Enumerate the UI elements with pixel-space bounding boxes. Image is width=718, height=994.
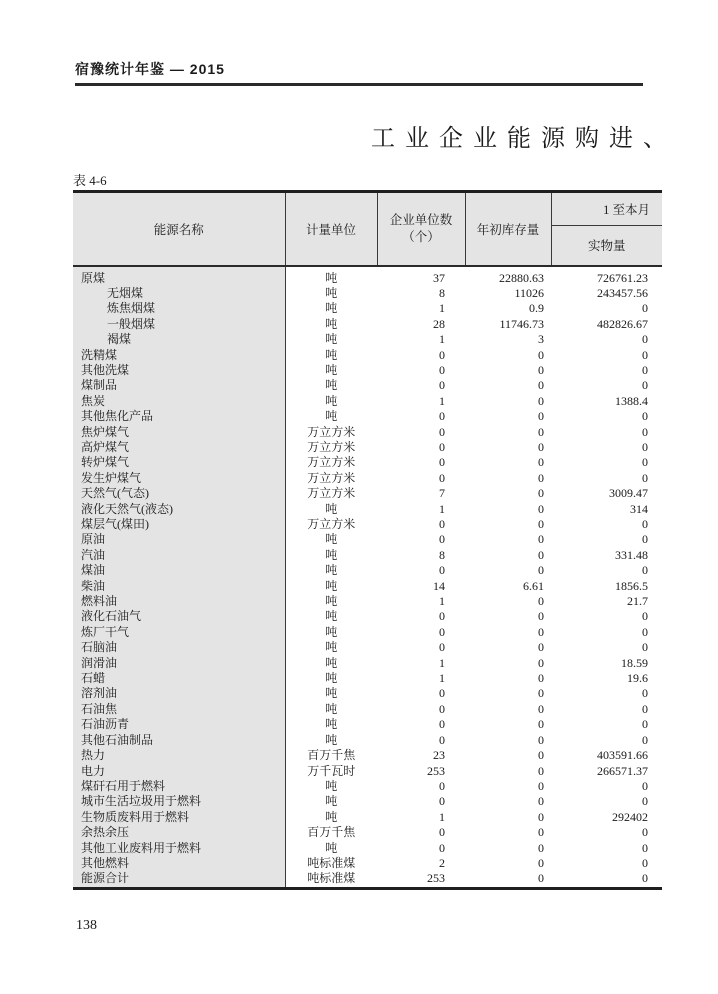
table-row [73, 394, 662, 409]
opening-stock-cell: 0 [538, 748, 544, 763]
table-row [73, 856, 662, 871]
firm-count-cell: 1 [439, 301, 445, 316]
table-row [73, 317, 662, 332]
unit-cell: 吨 [325, 532, 338, 547]
energy-name-cell: 其他洗煤 [73, 363, 285, 378]
firm-count-cell: 2 [439, 855, 445, 870]
physical-quantity-cell: 18.59 [621, 655, 648, 670]
unit-cell: 吨 [325, 809, 338, 824]
table-row [73, 378, 662, 393]
energy-name-cell: 余热余压 [73, 825, 285, 840]
table-row [73, 286, 662, 301]
column-header-unit: 计量单位 [285, 192, 377, 266]
firm-count-cell: 0 [439, 825, 445, 840]
unit-cell: 吨 [325, 547, 338, 562]
table-row [73, 348, 662, 363]
physical-quantity-cell: 0 [642, 470, 648, 485]
physical-quantity-cell: 0 [642, 301, 648, 316]
physical-quantity-cell: 292402 [612, 809, 648, 824]
energy-name-cell: 洗精煤 [73, 348, 285, 363]
firm-count-cell: 0 [439, 840, 445, 855]
physical-quantity-cell: 0 [642, 362, 648, 377]
firm-count-cell: 253 [427, 871, 445, 886]
physical-quantity-cell: 0 [642, 717, 648, 732]
physical-quantity-cell: 0 [642, 624, 648, 639]
energy-name-cell: 炼厂干气 [73, 625, 285, 640]
unit-cell: 万立方米 [307, 439, 356, 454]
energy-name-cell: 煤制品 [73, 378, 285, 393]
energy-name-cell: 发生炉煤气 [73, 471, 285, 486]
unit-cell: 吨 [325, 732, 338, 747]
energy-name-cell: 汽油 [73, 548, 285, 563]
physical-quantity-cell: 0 [642, 332, 648, 347]
opening-stock-cell: 0 [538, 455, 544, 470]
opening-stock-cell: 0 [538, 594, 544, 609]
unit-cell: 吨 [325, 316, 338, 331]
energy-name-cell: 润滑油 [73, 656, 285, 671]
unit-cell: 万立方米 [307, 517, 356, 531]
unit-cell: 吨标准煤 [307, 871, 356, 886]
unit-cell: 吨 [325, 594, 338, 609]
opening-stock-cell: 0 [538, 640, 544, 655]
opening-stock-cell: 0 [538, 655, 544, 670]
unit-cell: 吨 [325, 285, 338, 300]
firm-count-cell: 0 [439, 624, 445, 639]
energy-name-cell: 热力 [73, 748, 285, 763]
physical-quantity-cell: 0 [642, 424, 648, 439]
energy-name-cell: 原煤 [73, 271, 285, 286]
energy-name-cell: 煤矸石用于燃料 [73, 779, 285, 794]
energy-name-cell: 能源合计 [73, 871, 285, 888]
table-row [73, 794, 662, 809]
opening-stock-cell: 0 [538, 409, 544, 424]
physical-quantity-cell: 0 [642, 563, 648, 578]
column-header-firm-count-line2: （个） [402, 229, 440, 244]
header-row-top [73, 192, 662, 226]
opening-stock-cell: 0 [538, 732, 544, 747]
unit-cell: 吨 [325, 301, 338, 316]
opening-stock-cell: 0 [538, 347, 544, 362]
physical-quantity-cell: 0 [642, 409, 648, 424]
firm-count-cell: 0 [439, 470, 445, 485]
unit-cell: 吨 [325, 578, 338, 593]
opening-stock-cell: 0 [538, 825, 544, 840]
unit-cell: 吨 [325, 640, 338, 655]
firm-count-cell: 1 [439, 501, 445, 516]
table-row [73, 532, 662, 547]
energy-name-cell: 煤油 [73, 563, 285, 578]
opening-stock-cell: 0.9 [529, 301, 544, 316]
physical-quantity-cell: 0 [642, 871, 648, 886]
unit-cell: 万立方米 [307, 470, 356, 485]
table-row [73, 579, 662, 594]
column-header-period: 1 至本月 [551, 192, 662, 226]
physical-quantity-cell: 0 [642, 825, 648, 840]
energy-name-cell: 焦炭 [73, 394, 285, 409]
table-row [73, 409, 662, 424]
table-row [73, 455, 662, 470]
firm-count-cell: 0 [439, 347, 445, 362]
energy-name-cell: 液化天然气(液态) [73, 502, 285, 517]
energy-name-cell: 其他焦化产品 [73, 409, 285, 424]
opening-stock-cell: 6.61 [523, 578, 544, 593]
opening-stock-cell: 11746.73 [499, 316, 544, 331]
firm-count-cell: 0 [439, 701, 445, 716]
opening-stock-cell: 11026 [514, 285, 544, 300]
firm-count-cell: 0 [439, 424, 445, 439]
firm-count-cell: 0 [439, 409, 445, 424]
physical-quantity-cell: 0 [642, 840, 648, 855]
firm-count-cell: 1 [439, 594, 445, 609]
physical-quantity-cell: 314 [630, 501, 648, 516]
table-row [73, 548, 662, 563]
physical-quantity-cell: 0 [642, 532, 648, 547]
firm-count-cell: 0 [439, 640, 445, 655]
energy-name-cell: 焦炉煤气 [73, 425, 285, 440]
table-row [73, 609, 662, 624]
unit-cell: 吨 [325, 655, 338, 670]
firm-count-cell: 1 [439, 655, 445, 670]
firm-count-cell: 0 [439, 362, 445, 377]
energy-name-cell: 其他工业废料用于燃料 [73, 841, 285, 856]
firm-count-cell: 0 [439, 732, 445, 747]
opening-stock-cell: 0 [538, 763, 544, 778]
energy-name-cell: 石脑油 [73, 640, 285, 655]
unit-cell: 万立方米 [307, 424, 356, 439]
opening-stock-cell: 22880.63 [499, 270, 544, 285]
energy-name-cell: 煤层气(煤田) [73, 517, 285, 532]
physical-quantity-cell: 1856.5 [615, 578, 648, 593]
unit-cell: 吨 [325, 563, 338, 578]
opening-stock-cell: 0 [538, 470, 544, 485]
column-header-firm-count-line1: 企业单位数 [389, 212, 453, 227]
firm-count-cell: 8 [439, 285, 445, 300]
firm-count-cell: 0 [439, 686, 445, 701]
opening-stock-cell: 0 [538, 439, 544, 454]
energy-name-cell: 原油 [73, 532, 285, 547]
firm-count-cell: 0 [439, 517, 445, 531]
opening-stock-cell: 0 [538, 532, 544, 547]
energy-name-cell: 石油焦 [73, 702, 285, 717]
table-caption: 表 4-6 [73, 173, 107, 188]
energy-name-cell: 转炉煤气 [73, 455, 285, 470]
table-row [73, 825, 662, 840]
physical-quantity-cell: 0 [642, 517, 648, 531]
energy-name-cell: 无烟煤 [73, 286, 285, 301]
energy-name-cell: 柴油 [73, 579, 285, 594]
firm-count-cell: 1 [439, 332, 445, 347]
opening-stock-cell: 0 [538, 424, 544, 439]
opening-stock-cell: 0 [538, 517, 544, 531]
unit-cell: 万立方米 [307, 455, 356, 470]
energy-name-cell: 其他石油制品 [73, 733, 285, 748]
unit-cell: 万千瓦时 [307, 763, 356, 778]
unit-cell: 吨标准煤 [307, 855, 356, 870]
table-row [73, 625, 662, 640]
energy-name-cell: 石蜡 [73, 671, 285, 686]
firm-count-cell: 253 [427, 763, 445, 778]
chapter-title: 工业企业能源购进、 [371, 126, 677, 152]
firm-count-cell: 0 [439, 455, 445, 470]
unit-cell: 百万千焦 [307, 825, 356, 840]
unit-cell: 吨 [325, 624, 338, 639]
energy-name-cell: 一般烟煤 [73, 317, 285, 332]
header-rule [75, 83, 643, 86]
opening-stock-cell: 0 [538, 794, 544, 809]
physical-quantity-cell: 0 [642, 609, 648, 624]
table-row [73, 764, 662, 779]
physical-quantity-cell: 243457.56 [597, 285, 648, 300]
energy-name-cell: 电力 [73, 764, 285, 779]
firm-count-cell: 0 [439, 717, 445, 732]
physical-quantity-cell: 19.6 [627, 671, 648, 686]
table-row [73, 440, 662, 455]
unit-cell: 吨 [325, 332, 338, 347]
table-row [73, 702, 662, 717]
unit-cell: 吨 [325, 778, 338, 793]
opening-stock-cell: 0 [538, 486, 544, 501]
energy-name-cell: 其他燃料 [73, 856, 285, 871]
table-row [73, 425, 662, 440]
energy-name-cell: 石油沥青 [73, 717, 285, 732]
physical-quantity-cell: 0 [642, 794, 648, 809]
firm-count-cell: 14 [433, 578, 445, 593]
physical-quantity-cell: 3009.47 [609, 486, 648, 501]
firm-count-cell: 0 [439, 532, 445, 547]
firm-count-cell: 37 [433, 270, 445, 285]
physical-quantity-cell: 0 [642, 686, 648, 701]
unit-cell: 吨 [325, 794, 338, 809]
opening-stock-cell: 0 [538, 609, 544, 624]
table-row [73, 363, 662, 378]
table-row [73, 748, 662, 763]
firm-count-cell: 0 [439, 439, 445, 454]
unit-cell: 吨 [325, 701, 338, 716]
firm-count-cell: 1 [439, 809, 445, 824]
table-row [73, 841, 662, 856]
unit-cell: 吨 [325, 270, 338, 285]
table-row [73, 671, 662, 686]
unit-cell: 吨 [325, 409, 338, 424]
table-row [73, 733, 662, 748]
opening-stock-cell: 0 [538, 871, 544, 886]
energy-name-cell: 城市生活垃圾用于燃料 [73, 794, 285, 809]
opening-stock-cell: 0 [538, 855, 544, 870]
table-row [73, 517, 662, 532]
table-row [73, 301, 662, 316]
energy-name-cell: 溶剂油 [73, 686, 285, 701]
firm-count-cell: 8 [439, 547, 445, 562]
unit-cell: 万立方米 [307, 486, 356, 501]
opening-stock-cell: 0 [538, 778, 544, 793]
table-row [73, 271, 662, 286]
energy-name-cell: 炼焦烟煤 [73, 301, 285, 316]
physical-quantity-cell: 0 [642, 701, 648, 716]
firm-count-cell: 28 [433, 316, 445, 331]
table-row [73, 810, 662, 825]
opening-stock-cell: 0 [538, 840, 544, 855]
unit-cell: 吨 [325, 840, 338, 855]
opening-stock-cell: 0 [538, 393, 544, 408]
running-header-text: 宿豫统计年鉴 — 2015 [75, 61, 225, 77]
table-row [73, 332, 662, 347]
opening-stock-cell: 0 [538, 701, 544, 716]
opening-stock-cell: 0 [538, 671, 544, 686]
physical-quantity-cell: 403591.66 [597, 748, 648, 763]
energy-name-cell: 生物质废料用于燃料 [73, 810, 285, 825]
physical-quantity-cell: 0 [642, 732, 648, 747]
firm-count-cell: 0 [439, 794, 445, 809]
unit-cell: 吨 [325, 393, 338, 408]
opening-stock-cell: 3 [538, 332, 544, 347]
physical-quantity-cell: 0 [642, 347, 648, 362]
firm-count-cell: 0 [439, 778, 445, 793]
firm-count-cell: 0 [439, 609, 445, 624]
unit-cell: 吨 [325, 686, 338, 701]
table-row [73, 486, 662, 501]
unit-cell: 吨 [325, 717, 338, 732]
unit-cell: 吨 [325, 501, 338, 516]
physical-quantity-cell: 331.48 [615, 547, 648, 562]
energy-name-cell: 褐煤 [73, 332, 285, 347]
physical-quantity-cell: 0 [642, 855, 648, 870]
opening-stock-cell: 0 [538, 809, 544, 824]
table-row [73, 686, 662, 701]
opening-stock-cell: 0 [538, 563, 544, 578]
opening-stock-cell: 0 [538, 378, 544, 393]
table-row [73, 656, 662, 671]
physical-quantity-cell: 266571.37 [597, 763, 648, 778]
table-row [73, 640, 662, 655]
running-header [75, 59, 225, 79]
physical-quantity-cell: 0 [642, 455, 648, 470]
column-header-energy-name: 能源名称 [73, 192, 285, 266]
unit-cell: 百万千焦 [307, 748, 356, 763]
table-row [73, 717, 662, 732]
table-row [73, 779, 662, 794]
physical-quantity-cell: 482826.67 [597, 316, 648, 331]
table-row [73, 502, 662, 517]
firm-count-cell: 1 [439, 671, 445, 686]
table-header [73, 192, 662, 266]
table-row [73, 871, 662, 888]
energy-name-cell: 天然气(气态) [73, 486, 285, 501]
physical-quantity-cell: 0 [642, 778, 648, 793]
page-number: 138 [76, 918, 97, 933]
column-header-firm-count [377, 192, 465, 266]
unit-cell: 吨 [325, 609, 338, 624]
opening-stock-cell: 0 [538, 717, 544, 732]
physical-quantity-cell: 1388.4 [615, 393, 648, 408]
firm-count-cell: 23 [433, 748, 445, 763]
physical-quantity-cell: 0 [642, 378, 648, 393]
opening-stock-cell: 0 [538, 547, 544, 562]
opening-stock-cell: 0 [538, 501, 544, 516]
firm-count-cell: 1 [439, 393, 445, 408]
physical-quantity-cell: 726761.23 [597, 270, 648, 285]
energy-name-cell: 高炉煤气 [73, 440, 285, 455]
physical-quantity-cell: 0 [642, 439, 648, 454]
opening-stock-cell: 0 [538, 624, 544, 639]
opening-stock-cell: 0 [538, 362, 544, 377]
unit-cell: 吨 [325, 362, 338, 377]
energy-table [73, 190, 662, 890]
column-header-opening-stock: 年初库存量 [465, 192, 551, 266]
unit-cell: 吨 [325, 671, 338, 686]
energy-name-cell: 燃料油 [73, 594, 285, 609]
column-header-physical-quantity: 实物量 [551, 226, 662, 266]
unit-cell: 吨 [325, 378, 338, 393]
firm-count-cell: 0 [439, 563, 445, 578]
table-row [73, 563, 662, 578]
firm-count-cell: 7 [439, 486, 445, 501]
firm-count-cell: 0 [439, 378, 445, 393]
physical-quantity-cell: 21.7 [627, 594, 648, 609]
table-row [73, 471, 662, 486]
table-body [73, 266, 662, 889]
physical-quantity-cell: 0 [642, 640, 648, 655]
energy-name-cell: 液化石油气 [73, 609, 285, 624]
unit-cell: 吨 [325, 347, 338, 362]
table-row [73, 594, 662, 609]
opening-stock-cell: 0 [538, 686, 544, 701]
